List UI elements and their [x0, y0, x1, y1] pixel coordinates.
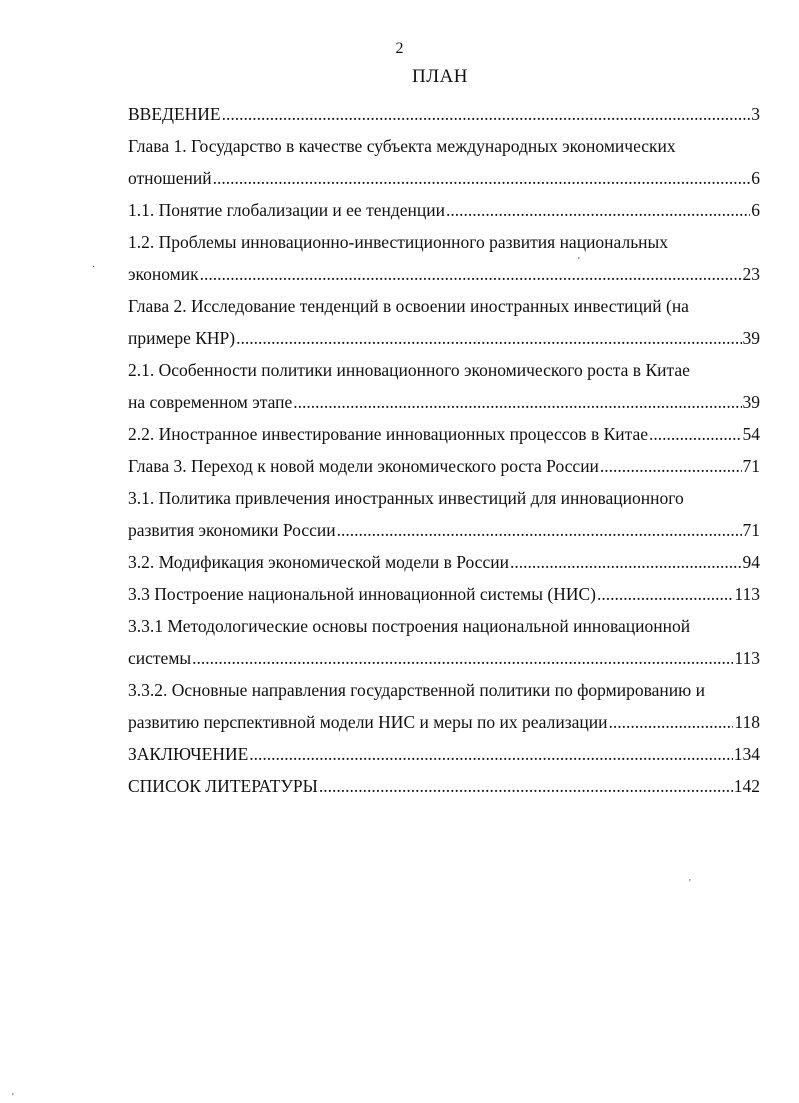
toc-entry-title: системы [128, 648, 192, 668]
dot-leader [222, 98, 751, 130]
toc-entry-3-3-1[interactable] [128, 610, 760, 674]
toc-entry-title-line: 1.2. Проблемы инновационно-инвестиционного развития национальных [128, 232, 669, 252]
toc-entry-page: 94 [742, 552, 760, 572]
toc-entry-title: ВВЕДЕНИЕ [128, 104, 221, 124]
dot-leader [249, 738, 732, 770]
toc-entry-title: экономик [128, 264, 199, 284]
toc-entry-title: развития экономики России [128, 520, 336, 540]
toc-entry-title: на современном этапе [128, 392, 293, 412]
toc-entry-references[interactable] [128, 770, 760, 802]
dot-leader [600, 450, 742, 482]
toc-entry-title-line: 3.3.2. Основные направления государственной политики по формированию и [128, 680, 705, 700]
toc-entry-3-3[interactable] [128, 578, 760, 610]
page-number: 2 [395, 40, 404, 57]
toc-entry-3-3-2[interactable] [128, 674, 760, 738]
toc-entry-introduction[interactable] [128, 98, 760, 130]
toc-entry-title: 3.3 Построение национальной инновационной системы (НИС) [128, 584, 596, 604]
toc-entry-title-line: 3.3.1 Методологические основы построения национальной инновационной [128, 616, 691, 636]
page-title: ПЛАН [411, 66, 469, 87]
toc-entry-title: развитию перспективной модели НИС и меры по их реализации [128, 712, 608, 732]
dot-leader [446, 194, 750, 226]
toc-entry-title: Глава 3. Переход к новой модели экономического роста России [128, 456, 599, 476]
toc-entry-page: 118 [734, 712, 760, 732]
toc-entry-page: 6 [751, 168, 760, 188]
toc-entry-title-line: Глава 2. Исследование тенденций в освоении иностранных инвестиций (на [128, 296, 689, 316]
toc-entry-chapter-2[interactable] [128, 290, 760, 354]
toc-entry-page: 6 [751, 200, 760, 220]
toc-entry-title: ЗАКЛЮЧЕНИЕ [128, 744, 249, 764]
toc-entry-1-1[interactable] [128, 194, 760, 226]
dot-leader [608, 706, 733, 738]
dot-leader [236, 322, 741, 354]
toc-entry-title-line: 2.1. Особенности политики инновационного экономического роста в Китае [128, 360, 690, 380]
toc-entry-title: примере КНР) [128, 328, 236, 348]
toc-entry-2-2[interactable] [128, 418, 760, 450]
toc-entry-3-2[interactable] [128, 546, 760, 578]
toc-entry-page: 71 [742, 520, 760, 540]
table-of-contents [128, 98, 760, 802]
toc-entry-3-1[interactable] [128, 482, 760, 546]
toc-entry-page: 39 [742, 328, 760, 348]
scan-speck: · [92, 262, 96, 273]
toc-entry-title: 2.2. Иностранное инвестирование инновационных процессов в Китае [128, 424, 649, 444]
scan-speck: ' [12, 1092, 14, 1103]
toc-entry-conclusion[interactable] [128, 738, 760, 770]
toc-entry-chapter-1[interactable] [128, 130, 760, 194]
toc-entry-page: 113 [734, 584, 760, 604]
dot-leader [319, 770, 733, 802]
toc-entry-page: 113 [734, 648, 760, 668]
toc-entry-title-line: 3.1. Политика привлечения иностранных инвестиций для инновационного [128, 488, 684, 508]
toc-entry-title: отношений [128, 168, 212, 188]
toc-entry-page: 142 [733, 776, 760, 796]
toc-entry-page: 134 [733, 744, 760, 764]
dot-leader [597, 578, 733, 610]
dot-leader [213, 162, 751, 194]
scan-speck: ' [578, 256, 580, 267]
scan-speck: ' [689, 878, 691, 889]
toc-entry-page: 71 [742, 456, 760, 476]
dot-leader [200, 258, 742, 290]
toc-entry-page: 3 [751, 104, 760, 124]
toc-entry-page: 23 [742, 264, 760, 284]
toc-entry-chapter-3[interactable] [128, 450, 760, 482]
toc-entry-2-1[interactable] [128, 354, 760, 418]
dot-leader [510, 546, 742, 578]
toc-entry-page: 54 [742, 424, 760, 444]
dot-leader [649, 418, 741, 450]
toc-entry-title-line: Глава 1. Государство в качестве субъекта международных экономических [128, 136, 676, 156]
toc-entry-1-2[interactable] [128, 226, 760, 290]
dot-leader [337, 514, 742, 546]
toc-entry-page: 39 [742, 392, 760, 412]
dot-leader [192, 642, 733, 674]
toc-entry-title: СПИСОК ЛИТЕРАТУРЫ [128, 776, 318, 796]
toc-entry-title: 3.2. Модификация экономической модели в России [128, 552, 509, 572]
dot-leader [293, 386, 741, 418]
toc-entry-title: 1.1. Понятие глобализации и ее тенденции [128, 200, 445, 220]
